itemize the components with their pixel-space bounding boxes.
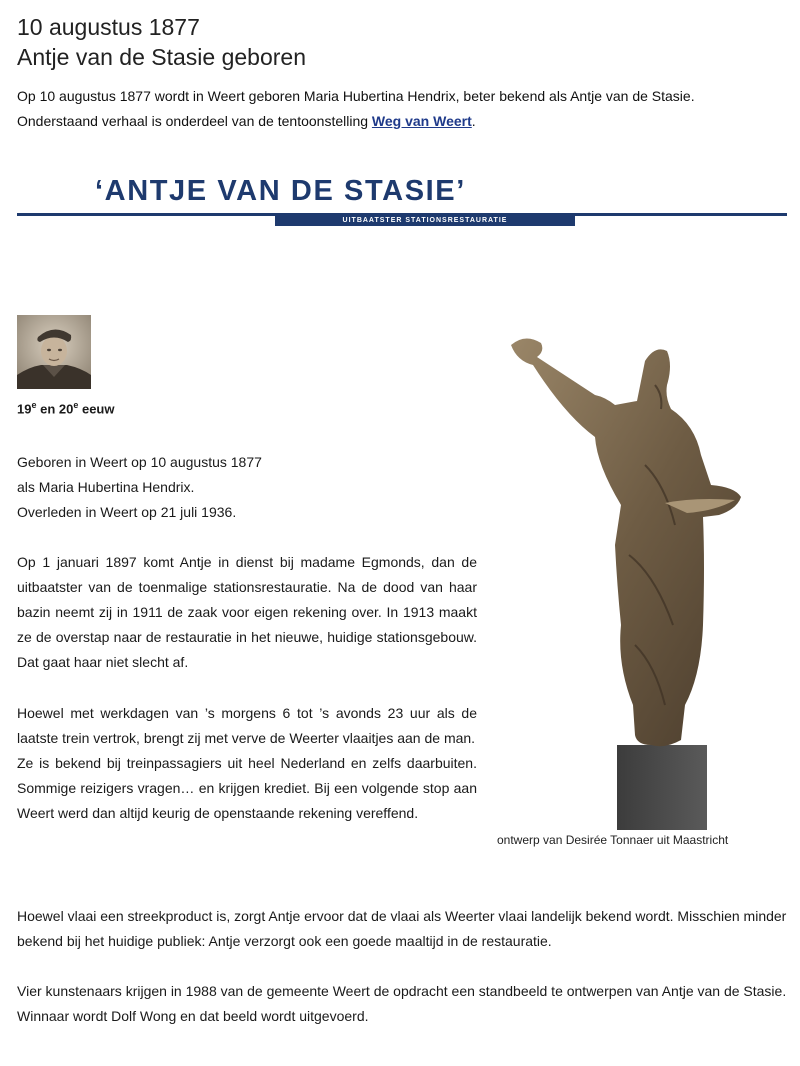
intro-text [17,84,787,134]
banner-title: ‘ANTJE VAN DE STASIE’ [95,175,466,207]
portrait-photo [17,315,91,389]
statue-caption: ontwerp van Desirée Tonnaer uit Maastricht [497,833,729,847]
bio-line2: als Maria Hubertina Hendrix. [17,479,195,495]
intro-line1: Op 10 augustus 1877 wordt in Weert geboren Maria Hubertina Hendrix, beter bekend als Antje van de Stasie. [17,88,695,104]
paragraph-4b: Winnaar wordt Dolf Wong en dat beeld wordt uitgevoerd. [17,1008,369,1024]
banner-subtitle: UITBAATSTER STATIONSRESTAURATIE [275,216,575,226]
intro-line2-suffix: . [471,113,476,129]
paragraph-2a: Hoewel met werkdagen van ’s morgens 6 tot ’s avonds 23 uur als de laatste trein vertrok, brengt zij met verve de Weerter vlaaitjes aan de man. [17,705,477,746]
banner [17,175,787,235]
title-text: Antje van de Stasie geboren [17,44,306,70]
intro-line2-prefix: Onderstaand verhaal is onderdeel van de tentoonstelling [17,113,372,129]
century-label: 19e en 20e eeuw [17,400,115,417]
paragraph-1: Op 1 januari 1897 komt Antje in dienst bij madame Egmonds, dan de uitbaatster van de toenmalige stationsrestauratie. Na de dood van haar bazin neemt zij in 1911 de zaak voor eigen rekening over. In 1913 maakt ze de overstap naar de restauratie in het nieuwe, huidige stationsgebouw. Dat gaat haar niet slecht af. [17,554,477,670]
paragraph-2b: Ze is bekend bij treinpassagiers uit heel Nederland en zelfs daarbuiten. Sommige reizigers vragen… en krijgen krediet. Bij een volgende stop aan Weert werd dan altijd keurig de openstaande rekening vereffend. [17,755,477,821]
paragraph-4 [17,979,793,1029]
statue-image [505,325,750,830]
page-title [17,12,306,72]
paragraph-4a: Vier kunstenaars krijgen in 1988 van de gemeente Weert de opdracht een standbeeld te ontwerpen van Antje van de Stasie. [17,983,787,999]
exhibition-link[interactable]: Weg van Weert [371,113,472,129]
paragraph-2 [17,701,477,826]
paragraph-3: Hoewel vlaai een streekproduct is, zorgt Antje ervoor dat de vlaai als Weerter vlaai landelijk bekend wordt. Misschien minder bekend bij het huidige publiek: Antje verzorgt ook een goede maaltijd in de restauratie. [17,908,787,949]
title-date: 10 augustus 1877 [17,14,200,40]
bio-line3: Overleden in Weert op 21 juli 1936. [17,504,237,520]
bio-block [17,450,477,525]
bio-line1: Geboren in Weert op 10 augustus 1877 [17,454,262,470]
